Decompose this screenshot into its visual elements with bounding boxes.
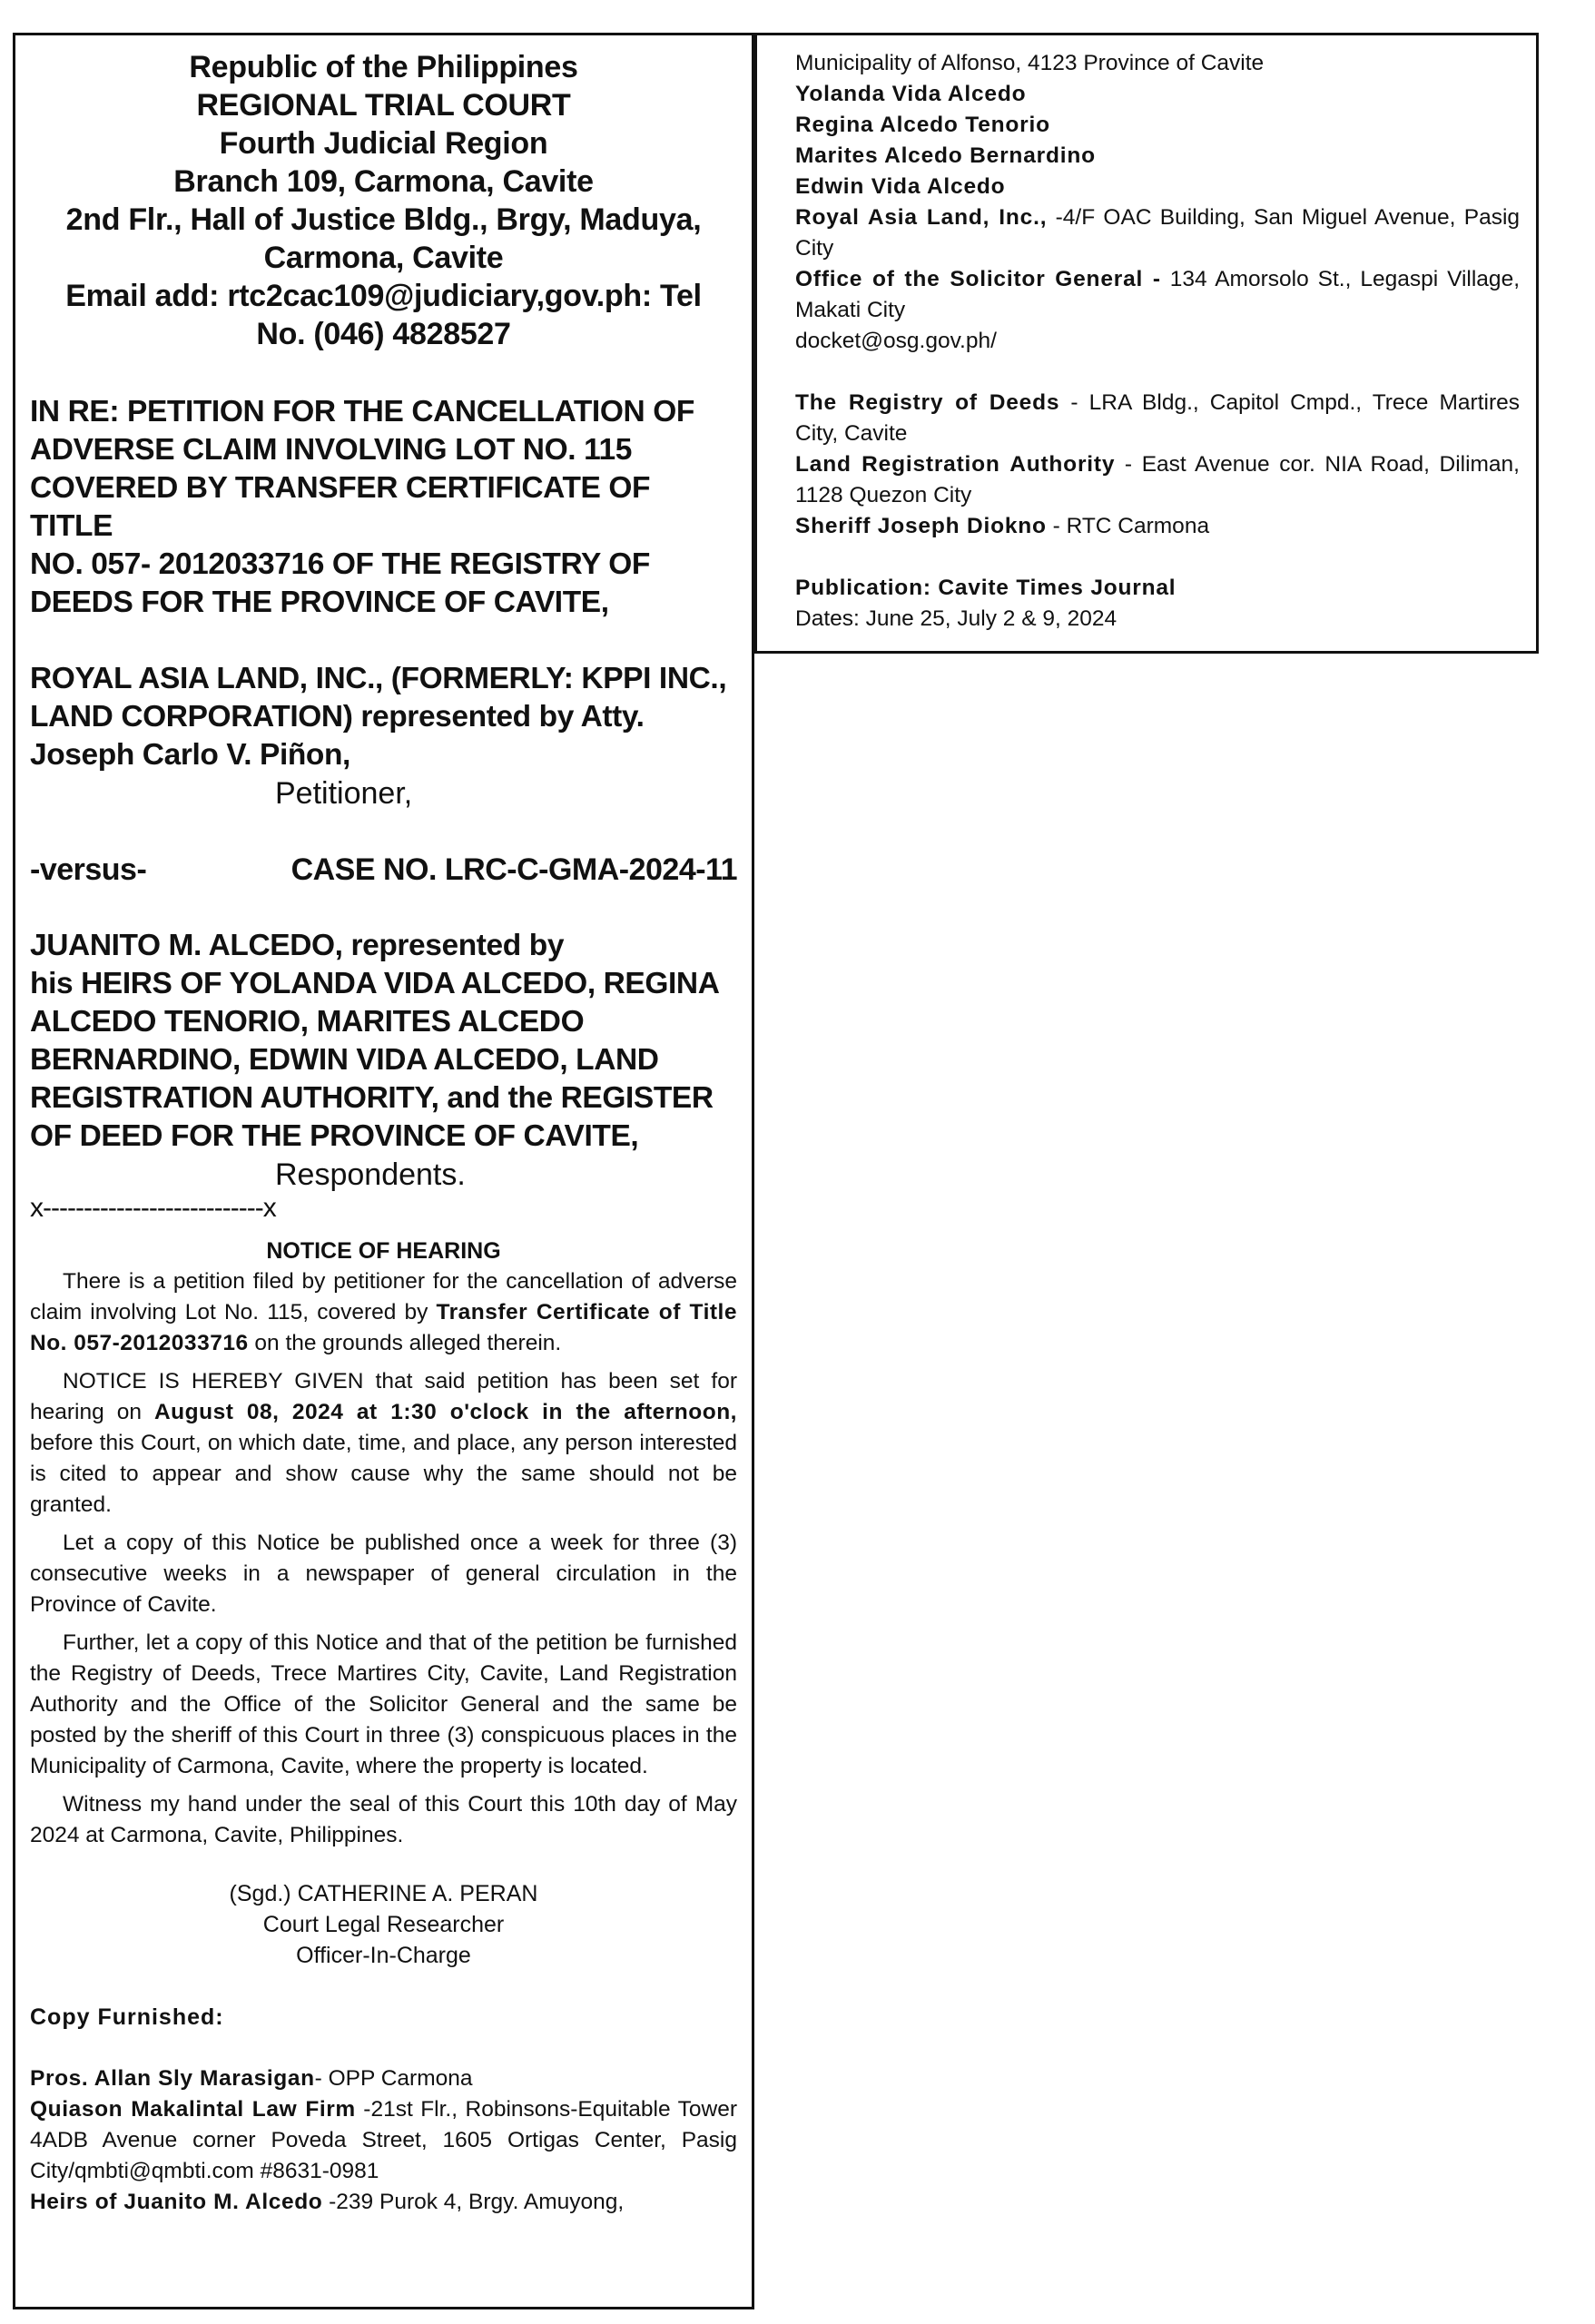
sheriff-line: Sheriff Joseph Diokno - RTC Carmona — [795, 514, 1210, 538]
publication-label: Publication: Cavite Times Journal — [795, 576, 1177, 600]
versus-label: -versus- — [30, 852, 147, 887]
case-number: CASE NO. LRC-C-GMA-2024-11 — [290, 852, 737, 887]
petitioner-label: Petitioner, — [275, 776, 413, 811]
in-re-caption — [30, 393, 737, 622]
copy-furnished-item: Pros. Allan Sly Marasigan- OPP Carmona — [30, 2066, 473, 2091]
court-header — [30, 48, 737, 353]
header-region: Fourth Judicial Region — [219, 126, 548, 161]
header-republic: Republic of the Philippines — [189, 50, 578, 84]
respondent-line: his HEIRS OF YOLANDA VIDA ALCEDO, REGINA — [30, 967, 720, 1000]
in-re-line: COVERED BY TRANSFER CERTIFICATE OF TITLE — [30, 471, 651, 543]
in-re-line: IN RE: PETITION FOR THE CANCELLATION OF — [30, 395, 694, 428]
in-re-line: ADVERSE CLAIM INVOLVING LOT NO. 115 — [30, 433, 632, 467]
notice-paragraph-3: Let a copy of this Notice be published once a week for three (3) consecutive weeks in a newspaper of general circulation in the Province of Cavite. — [30, 1531, 737, 1617]
address-continuation: Municipality of Alfonso, 4123 Province of Cavite — [795, 51, 1265, 75]
notice-paragraph-4: Further, let a copy of this Notice and that of the petition be furnished the Registry of Deeds, Trece Martires City, Cavite, Land Registration Authority and the Office of the Solicitor General and the same be posted by the sheriff of this Court in three (3) conspicuous places in the Municipality of Carmona, Cavite, where the property is located. — [30, 1630, 737, 1778]
header-address: 2nd Flr., Hall of Justice Bldg., Brgy, Maduya, — [65, 202, 702, 237]
petitioner-block — [30, 660, 737, 812]
notice-paragraph-2: NOTICE IS HEREBY GIVEN that said petition has been set for hearing on August 08, 2024 at 1:30 o'clock in the afternoon, before this Court, on which date, time, and place, any person interested is cited to appear and show cause why the same should not be granted. — [30, 1369, 737, 1517]
notice-paragraph-5: Witness my hand under the seal of this Court this 10th day of May 2024 at Carmona, Cavite, Philippines. — [30, 1792, 737, 1847]
registry-of-deeds-address: The Registry of Deeds - LRA Bldg., Capitol Cmpd., Trece Martires City, Cavite — [795, 390, 1520, 446]
signatory-office: Officer-In-Charge — [296, 1943, 471, 1968]
heir-name: Yolanda Vida Alcedo — [795, 82, 1027, 106]
notice-paragraph-1: There is a petition filed by petitioner for the cancellation of adverse claim involving Lot No. 115, covered by Transfer Certificate of Title No. 057-2012033716 on the grounds alleged therein. — [30, 1269, 737, 1355]
signatory-title: Court Legal Researcher — [262, 1912, 505, 1937]
notice-title: NOTICE OF HEARING — [266, 1238, 501, 1264]
respondent-line: ALCEDO TENORIO, MARITES ALCEDO — [30, 1005, 585, 1039]
header-email: Email add: rtc2cac109@judiciary,gov.ph: Tel — [65, 279, 702, 313]
petitioner-line: Joseph Carlo V. Piñon, — [30, 738, 350, 772]
signature-block — [30, 1878, 737, 1971]
header-branch: Branch 109, Carmona, Cavite — [173, 164, 594, 199]
in-re-line: NO. 057- 2012033716 OF THE REGISTRY OF — [30, 547, 651, 581]
respondent-label: Respondents. — [275, 1157, 466, 1192]
header-court: REGIONAL TRIAL COURT — [196, 88, 571, 123]
respondent-line: OF DEED FOR THE PROVINCE OF CAVITE, — [30, 1119, 639, 1153]
copy-furnished-item: Quiason Makalintal Law Firm -21st Flr., Robinsons-Equitable Tower 4ADB Avenue corner Poveda Street, 1605 Ortigas Center, Pasig City/qmbti@qmbti.com #8631-0981 — [30, 2097, 737, 2183]
osg-address: Office of the Solicitor General - 134 Amorsolo St., Legaspi Village, Makati City — [795, 267, 1520, 322]
heir-name: Marites Alcedo Bernardino — [795, 143, 1096, 168]
respondent-line: JUANITO M. ALCEDO, represented by — [30, 929, 565, 962]
respondents-block — [30, 927, 737, 1194]
versus-row — [30, 851, 737, 889]
respondent-line: BERNARDINO, EDWIN VIDA ALCEDO, LAND — [30, 1043, 659, 1077]
publication-dates: Dates: June 25, July 2 & 9, 2024 — [795, 606, 1117, 631]
lra-address: Land Registration Authority - East Avenue cor. NIA Road, Diliman, 1128 Quezon City — [795, 452, 1520, 507]
signatory-name: (Sgd.) CATHERINE A. PERAN — [229, 1881, 538, 1906]
respondent-line: REGISTRATION AUTHORITY, and the REGISTER — [30, 1081, 714, 1115]
right-column — [754, 33, 1539, 654]
in-re-line: DEEDS FOR THE PROVINCE OF CAVITE, — [30, 586, 609, 619]
header-tel: No. (046) 4828527 — [256, 317, 511, 351]
copy-furnished-title: Copy Furnished: — [30, 2004, 224, 2030]
petitioner-line: ROYAL ASIA LAND, INC., (FORMERLY: KPPI INC., — [30, 662, 727, 695]
osg-email: docket@osg.gov.ph/ — [795, 329, 997, 353]
caption-separator: x---------------------------x — [30, 1193, 276, 1223]
header-city: Carmona, Cavite — [263, 241, 504, 275]
heir-name: Edwin Vida Alcedo — [795, 174, 1006, 199]
left-column — [13, 33, 754, 2309]
petitioner-line: LAND CORPORATION) represented by Atty. — [30, 700, 645, 734]
heir-name: Regina Alcedo Tenorio — [795, 113, 1050, 137]
royal-asia-address: Royal Asia Land, Inc., -4/F OAC Building, San Miguel Avenue, Pasig City — [795, 205, 1521, 261]
copy-furnished-item: Heirs of Juanito M. Alcedo -239 Purok 4, Brgy. Amuyong, — [30, 2190, 625, 2214]
